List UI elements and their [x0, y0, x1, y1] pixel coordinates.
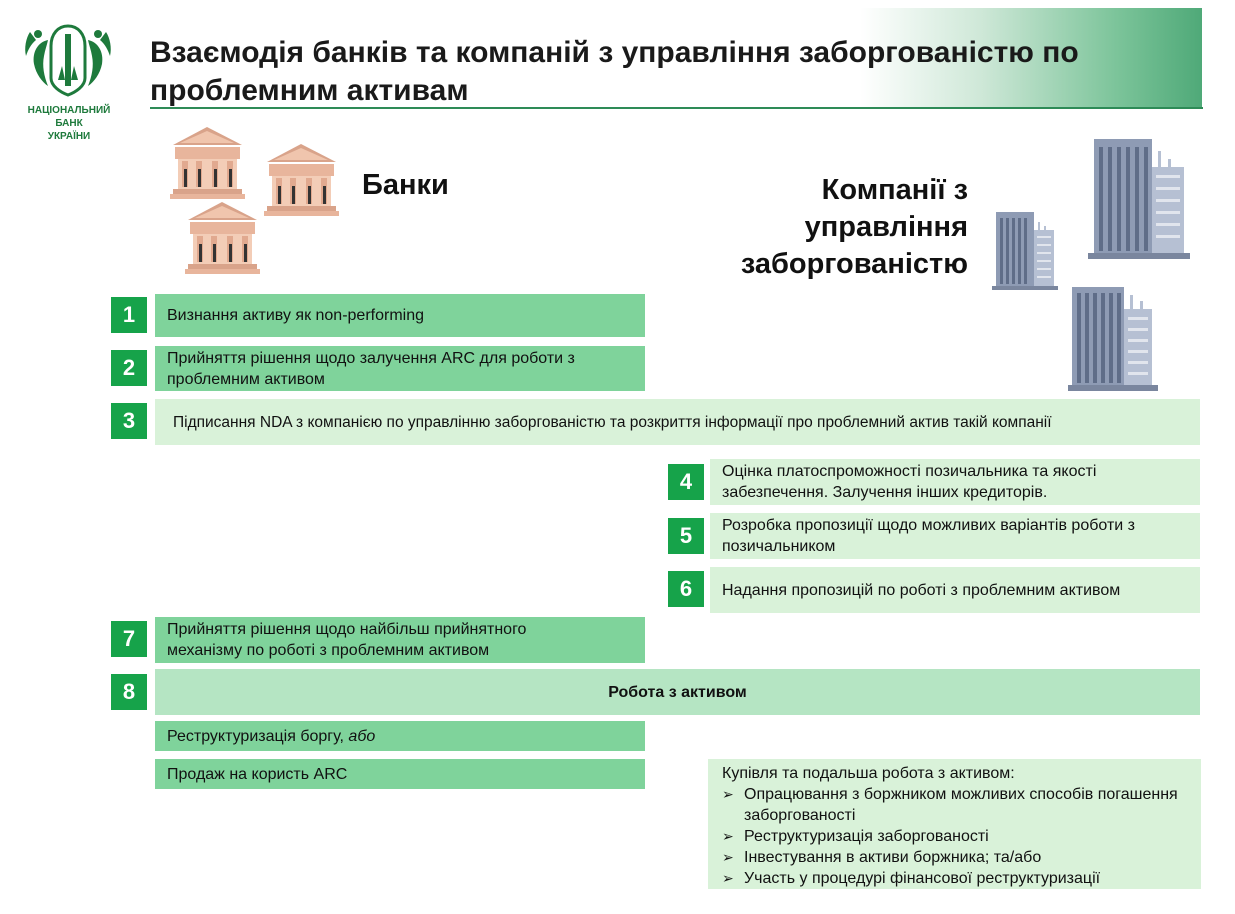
- bank-building-icon: [170, 125, 245, 200]
- logo-line-1: НАЦІОНАЛЬНИЙ: [27, 105, 111, 116]
- companies-title-line-2: управління: [804, 211, 968, 243]
- option-sale-box: [155, 759, 645, 789]
- logo-caption: [10, 104, 128, 143]
- list-item: ➢ Участь у процедурі фінансової реструктуризації: [722, 868, 1187, 889]
- step-4-box: [710, 459, 1200, 505]
- step-2-text: Прийняття рішення щодо залучення ARC для роботи з проблемним активом: [167, 349, 575, 388]
- companies-title-line-1: Компанії з: [821, 174, 968, 206]
- purchase-box: [708, 759, 1201, 889]
- step-1-box: [155, 294, 645, 337]
- step-5-box: [710, 513, 1200, 559]
- step-number-2: 2: [111, 350, 147, 386]
- step-4-text: Оцінка платоспроможності позичальника та якості забезпечення. Залучення інших кредиторів.: [722, 463, 1097, 501]
- nbu-emblem-icon: [18, 20, 118, 100]
- logo-line-3: УКРАЇНИ: [47, 131, 91, 142]
- step-2-box: [155, 346, 645, 391]
- step-number-5: 5: [668, 518, 704, 554]
- page-title: [150, 34, 1190, 110]
- step-8-box: [155, 669, 1200, 715]
- step-7-box: [155, 617, 645, 663]
- bank-building-icon: [185, 200, 260, 275]
- step-6-box: [710, 567, 1200, 613]
- step-number-4: 4: [668, 464, 704, 500]
- step-3-box: [155, 399, 1200, 445]
- title-line-1: Взаємодія банків та компаній з управління заборгованістю по: [150, 36, 1079, 69]
- bank-building-icon: [264, 142, 339, 217]
- option-sale-text: Продаж на користь ARC: [167, 765, 348, 783]
- step-number-7: 7: [111, 621, 147, 657]
- step-8-text: Робота з активом: [608, 683, 747, 701]
- step-number-3: 3: [111, 403, 147, 439]
- step-number-6: 6: [668, 571, 704, 607]
- step-6-text: Надання пропозицій по роботі з проблемним активом: [722, 581, 1121, 599]
- option-restructure-box: [155, 721, 645, 751]
- office-building-icon: [1068, 283, 1158, 391]
- list-item: ➢ Опрацювання з боржником можливих способів погашення заборгованості: [722, 784, 1187, 826]
- title-line-2: проблемним активам: [150, 74, 469, 107]
- office-building-icon: [992, 208, 1058, 290]
- logo-line-2: БАНК: [55, 118, 83, 129]
- step-5-text: Розробка пропозиції щодо можливих варіантів роботи з позичальником: [722, 517, 1135, 555]
- step-number-1: 1: [111, 297, 147, 333]
- step-1-text: Визнання активу як non-performing: [167, 307, 425, 324]
- option-restructure-or: або: [348, 727, 376, 745]
- list-item: ➢ Інвестування в активи боржника; та/або: [722, 847, 1187, 868]
- companies-title: [700, 172, 968, 283]
- step-7-text: Прийняття рішення щодо найбільш прийнятного механізму по роботі з проблемним активом: [167, 621, 527, 659]
- step-3-text: Підписання NDA з компанією по управлінню заборгованістю та розкриття інформації про проблемний актив такій компанії: [173, 413, 1052, 431]
- banks-title: Банки: [362, 169, 449, 201]
- list-item: ➢ Реструктуризація заборгованості: [722, 826, 1187, 847]
- option-restructure-text: Реструктуризація боргу,: [167, 727, 344, 745]
- office-building-icon: [1088, 135, 1190, 259]
- purchase-list: [722, 784, 1187, 889]
- companies-title-line-3: заборгованістю: [740, 248, 968, 280]
- step-number-8: 8: [111, 674, 147, 710]
- purchase-intro: Купівля та подальша робота з активом:: [722, 765, 1015, 782]
